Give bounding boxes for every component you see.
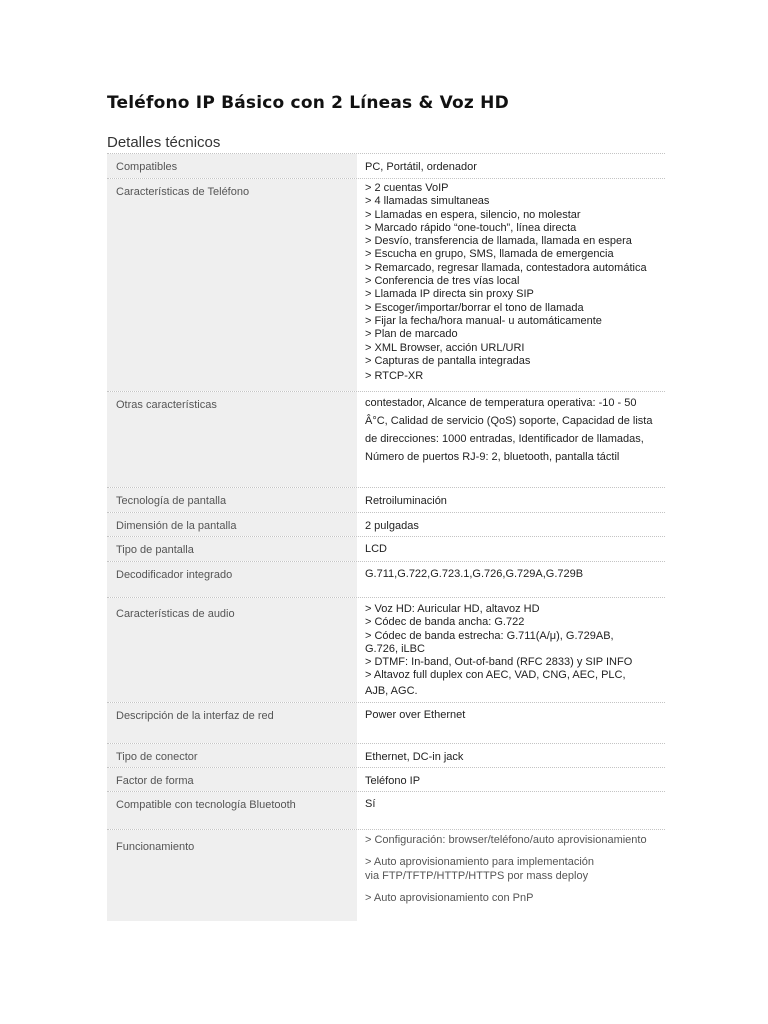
spec-value-line: > Auto aprovisionamiento para implementación: [365, 856, 594, 869]
spec-value-line: > Códec de banda ancha: G.722: [365, 616, 525, 629]
spec-row-funcionamiento: [107, 830, 665, 921]
spec-value-line: > Configuración: browser/teléfono/auto aprovisionamiento: [365, 834, 647, 846]
spec-label: Características de Teléfono: [107, 179, 357, 391]
page-title: Teléfono IP Básico con 2 Líneas & Voz HD: [107, 93, 509, 113]
spec-label: Funcionamiento: [107, 830, 357, 921]
spec-value-line: > Desvío, transferencia de llamada, llamada en espera: [365, 235, 632, 248]
spec-value-line: PC, Portátil, ordenador: [365, 161, 477, 173]
spec-value-line: > Capturas de pantalla integradas: [365, 354, 531, 367]
spec-row-tipo-conector: [107, 744, 665, 768]
spec-value-line: > Llamadas en espera, silencio, no molestar: [365, 208, 581, 221]
spec-label: Decodificador integrado: [107, 562, 357, 597]
spec-value-line: > XML Browser, acción URL/URI: [365, 341, 525, 354]
spec-value: [357, 562, 665, 597]
spec-value: [357, 768, 665, 791]
spec-value-line: > 2 cuentas VoIP: [365, 182, 449, 194]
spec-value-line: Sí: [365, 798, 376, 810]
spec-value: [357, 488, 665, 512]
spec-row-otras-caracteristicas: [107, 392, 665, 488]
spec-value-line: contestador, Alcance de temperatura operativa: -10 - 50: [365, 397, 637, 409]
spec-value: [357, 830, 665, 921]
spec-row-dimension-pantalla: [107, 513, 665, 537]
spec-value-line: > DTMF: In-band, Out-of-band (RFC 2833) y SIP INFO: [365, 656, 633, 669]
spec-value-line: > Plan de marcado: [365, 328, 458, 341]
spec-value-line: Â°C, Calidad de servicio (QoS) soporte, Capacidad de lista: [365, 415, 653, 427]
spec-value-line: > Códec de banda estrecha: G.711(A/μ), G.729AB,: [365, 629, 614, 642]
spec-value-line: Teléfono IP: [365, 775, 421, 787]
spec-value-line: > Fijar la fecha/hora manual- u automáticamente: [365, 314, 602, 327]
spec-value-line: via FTP/TFTP/HTTP/HTTPS por mass deploy: [365, 869, 589, 882]
spec-value-line: LCD: [365, 543, 388, 555]
spec-value-line: > Llamada IP directa sin proxy SIP: [365, 288, 534, 301]
spec-row-interfaz-red: [107, 703, 665, 744]
spec-row-tipo-pantalla: [107, 537, 665, 562]
spec-row-compatibles: [107, 154, 665, 179]
spec-row-tecnologia-pantalla: [107, 488, 665, 513]
spec-value-line: > Remarcado, regresar llamada, contestadora automática: [365, 261, 647, 274]
spec-value-line: Número de puertos RJ-9: 2, bluetooth, pantalla táctil: [365, 451, 620, 463]
spec-label: Tipo de conector: [107, 744, 357, 767]
spec-label: Compatible con tecnología Bluetooth: [107, 792, 357, 829]
spec-value: [357, 179, 665, 391]
spec-value-line: AJB, AGC.: [365, 684, 418, 697]
spec-value: [357, 154, 665, 178]
spec-value-line: > Altavoz full duplex con AEC, VAD, CNG, AEC, PLC,: [365, 669, 626, 682]
spec-value-line: > Escoger/importar/borrar el tono de llamada: [365, 301, 584, 314]
spec-row-caracteristicas-audio: [107, 598, 665, 703]
spec-label: Dimensión de la pantalla: [107, 513, 357, 536]
spec-label: Otras características: [107, 392, 357, 487]
spec-value-line: > Auto aprovisionamiento con PnP: [365, 891, 534, 904]
spec-value-line: > Marcado rápido “one-touch”, línea directa: [365, 221, 577, 234]
spec-value-line: Ethernet, DC-in jack: [365, 751, 464, 763]
section-heading: Detalles técnicos: [107, 134, 221, 151]
spec-value: [357, 744, 665, 767]
spec-label: Compatibles: [107, 154, 357, 178]
spec-value: [357, 513, 665, 536]
spec-value: [357, 537, 665, 561]
spec-row-caracteristicas-telefono: [107, 179, 665, 392]
spec-label: Tecnología de pantalla: [107, 488, 357, 512]
spec-value-line: > Conferencia de tres vías local: [365, 275, 520, 288]
spec-value-line: G.711,G.722,G.723.1,G.726,G.729A,G.729B: [365, 568, 584, 580]
spec-value-line: 2 pulgadas: [365, 520, 419, 532]
spec-value: [357, 703, 665, 743]
spec-value-line: > 4 llamadas simultaneas: [365, 195, 490, 208]
spec-value-line: Retroiluminación: [365, 495, 447, 507]
specs-table: [107, 153, 665, 921]
spec-value: [357, 598, 665, 702]
spec-label: Características de audio: [107, 598, 357, 702]
spec-value-line: > Escucha en grupo, SMS, llamada de emergencia: [365, 248, 614, 261]
spec-value-line: G.726, iLBC: [365, 642, 425, 655]
spec-value-line: > Voz HD: Auricular HD, altavoz HD: [365, 603, 540, 615]
spec-row-factor-forma: [107, 768, 665, 792]
spec-value-line: Power over Ethernet: [365, 709, 466, 721]
spec-label: Descripción de la interfaz de red: [107, 703, 357, 743]
spec-value-line: > RTCP-XR: [365, 370, 424, 383]
spec-value: [357, 392, 665, 487]
spec-row-bluetooth: [107, 792, 665, 830]
spec-label: Factor de forma: [107, 768, 357, 791]
spec-label: Tipo de pantalla: [107, 537, 357, 561]
spec-value-line: de direcciones: 1000 entradas, Identificador de llamadas,: [365, 433, 644, 445]
spec-value: [357, 792, 665, 829]
spec-row-decodificador: [107, 562, 665, 598]
